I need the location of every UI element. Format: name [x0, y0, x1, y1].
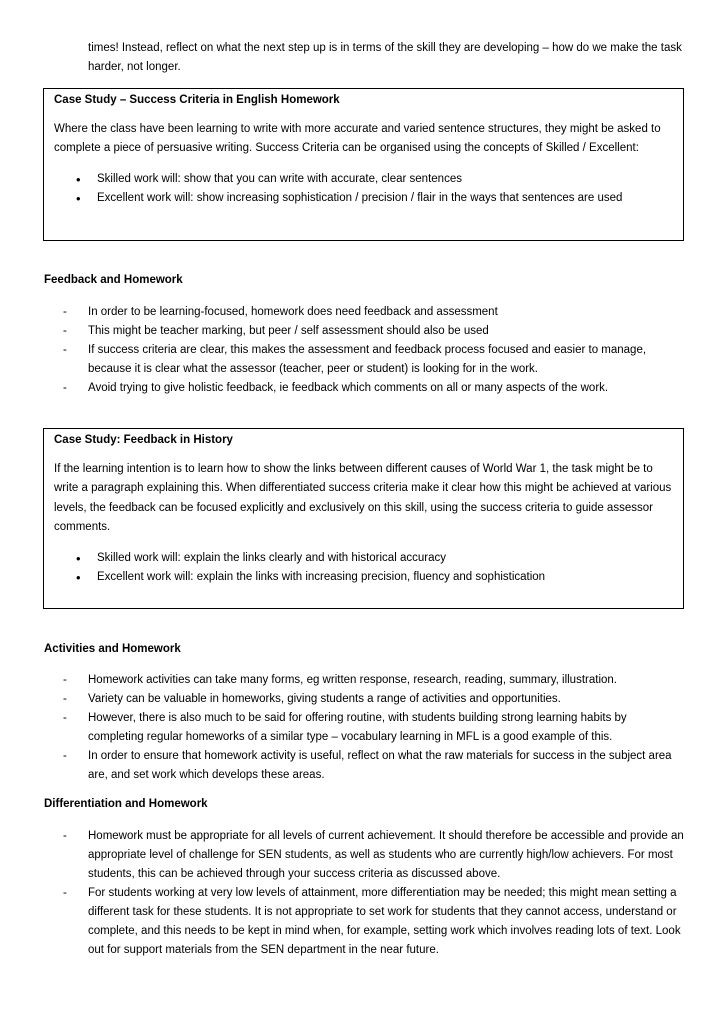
bullet-icon: •	[76, 191, 81, 206]
bullet-icon: •	[76, 550, 81, 566]
case-study-history-body: If the learning intention is to learn how to show the links between different causes of World War 1, the task might be to write a paragraph explaining this. When differentiated success criteria make it clear how this might be achieved at various levels, the feedback can be focused explicitly and exclusively on this skill, using the success criteria to guide assessor comments.	[54, 462, 672, 533]
activities-list	[44, 671, 684, 785]
dash-icon: -	[63, 306, 67, 318]
list-item: • Skilled work will: show that you can write with accurate, clear sentences	[54, 170, 673, 190]
differentiation-list	[44, 827, 684, 960]
case-study-english-bullets	[54, 170, 673, 209]
feedback-list	[44, 303, 684, 398]
dash-icon: -	[63, 750, 67, 762]
case-study-english-box	[43, 88, 684, 241]
list-item: - This might be teacher marking, but peer / self assessment should also be used	[44, 322, 684, 341]
feedback-heading: Feedback and Homework	[44, 274, 183, 286]
bullet-icon: •	[76, 171, 81, 187]
bullet-icon: •	[76, 570, 81, 585]
dash-icon: -	[63, 344, 67, 356]
case-study-english-title: Case Study – Success Criteria in English Homework	[54, 94, 340, 106]
list-item: - Homework activities can take many forms, eg written response, research, reading, summary, illustration.	[44, 671, 684, 690]
list-item: - Avoid trying to give holistic feedback, ie feedback which comments on all or many aspects of the work.	[44, 379, 684, 398]
list-item: • Excellent work will: show increasing sophistication / precision / flair in the ways that sentences are used	[54, 189, 673, 209]
list-item: • Skilled work will: explain the links clearly and with historical accuracy	[54, 549, 673, 569]
list-item: - For students working at very low levels of attainment, more differentiation may be needed; this might mean setting a different task for these students. It is not appropriate to set work for students that they cannot access, understand or complete, and this needs to be kept in mind when, for example, setting work which involves reading lots of text. Look out for support materials from the SEN department in the near future.	[44, 884, 684, 960]
dash-icon: -	[63, 830, 67, 842]
list-item: - However, there is also much to be said for offering routine, with students building strong learning habits by completing regular homeworks of a similar type – vocabulary learning in MFL is a good example of this.	[44, 709, 684, 747]
dash-icon: -	[63, 674, 67, 686]
case-study-history-bullets	[54, 549, 673, 588]
list-item: - Variety can be valuable in homeworks, giving students a range of activities and opportunities.	[44, 690, 684, 709]
list-item: - In order to be learning-focused, homework does need feedback and assessment	[44, 303, 684, 322]
intro-continuation: times! Instead, reflect on what the next step up is in terms of the skill they are developing – how do we make the task harder, not longer.	[88, 42, 682, 73]
list-item: - In order to ensure that homework activity is useful, reflect on what the raw materials for success in the subject area are, and set work which develops these areas.	[44, 747, 684, 785]
differentiation-heading: Differentiation and Homework	[44, 798, 208, 810]
dash-icon: -	[63, 382, 67, 394]
case-study-english-body: Where the class have been learning to write with more accurate and varied sentence structures, they might be asked to complete a piece of persuasive writing. Success Criteria can be organised using the concepts of Skilled / Excellent:	[54, 122, 661, 154]
dash-icon: -	[63, 693, 67, 705]
activities-heading: Activities and Homework	[44, 643, 181, 655]
list-item: - If success criteria are clear, this makes the assessment and feedback process focused and easier to manage, because it is clear what the assessor (teacher, peer or student) is looking for in the work.	[44, 341, 684, 379]
list-item: • Excellent work will: explain the links with increasing precision, fluency and sophistication	[54, 568, 673, 588]
case-study-history-box	[43, 428, 684, 609]
dash-icon: -	[63, 887, 67, 899]
list-item: - Homework must be appropriate for all levels of current achievement. It should therefore be accessible and provide an appropriate level of challenge for SEN students, as well as students who are currently high/low achievers. For most students, this can be achieved through your success criteria as discussed above.	[44, 827, 684, 884]
dash-icon: -	[63, 325, 67, 337]
dash-icon: -	[63, 712, 67, 724]
case-study-history-title: Case Study: Feedback in History	[54, 434, 233, 446]
